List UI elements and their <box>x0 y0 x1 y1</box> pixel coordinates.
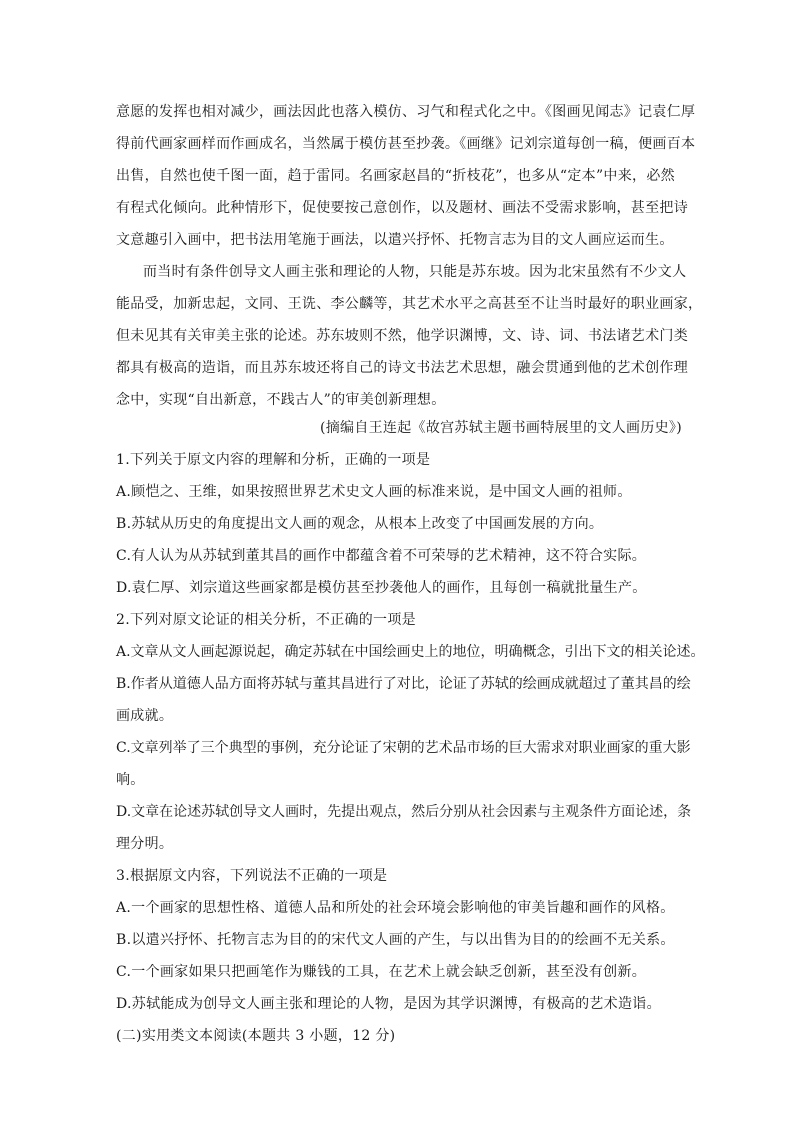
question-1-option-d: D.袁仁厚、刘宗道这些画家都是模仿甚至抄袭他人的画作，且每创一稿就批量生产。 <box>116 580 647 596</box>
question-3-option-c: C.一个画家如果只把画笔作为赚钱的工具，在艺术上就会缺乏创新，甚至没有创新。 <box>116 964 647 980</box>
section-heading: (二)实用类文本阅读(本题共 3 小题，12 分) <box>116 1028 396 1044</box>
para2-line-3: 但未见其有关审美主张的论述。苏东坡则不然，他学识渊博，文、诗、词、书法诸艺术门类 <box>116 328 688 344</box>
para2-line-2: 能品受，加新忠起，文同、王诜、李公麟等，其艺术水平之高甚至不让当时最好的职业画家， <box>116 296 703 312</box>
question-3-option-a: A.一个画家的思想性格、道德人品和所处的社会环境会影响他的审美旨趣和画作的风格。 <box>116 900 675 916</box>
question-1-option-c: C.有人认为从苏轼到董其昌的画作中都蕴含着不可荣辱的艺术精神，这不符合实际。 <box>116 548 647 564</box>
question-2-option-c-line-2: 响。 <box>116 772 145 788</box>
question-2-option-d-line-1: D.文章在论述苏轼创导文人画时，先提出观点，然后分别从社会因素与主观条件方面论述，条 <box>116 804 692 820</box>
question-1-option-a: A.顾恺之、王维，如果按照世界艺术史文人画的标准来说，是中国文人画的祖师。 <box>116 484 632 500</box>
para2-line-4: 都具有极高的造诣，而且苏东坡还将自己的诗文书法艺术思想，融会贯通到他的艺术创作理 <box>116 360 688 376</box>
question-3-option-b: B.以遣兴抒怀、托物言志为目的的宋代文人画的产生，与以出售为目的的绘画不无关系。 <box>116 932 675 948</box>
para2-line-5: 念中，实现“自出新意，不践古人”的审美创新理想。 <box>116 392 446 408</box>
question-2-option-b-line-1: B.作者从道德人品方面将苏轼与董其昌进行了对比，论证了苏轼的绘画成就超过了董其昌的绘 <box>116 676 691 692</box>
para1-line-1: 意愿的发挥也相对减少，画法因此也落入模仿、习气和程式化之中。《图画见闻志》记袁仁厚 <box>116 104 696 120</box>
question-2-stem: 2.下列对原文论证的相关分析，不正确的一项是 <box>116 612 416 628</box>
source-citation: (摘编自王连起《故宫苏轼主题书画特展里的文人画历史》) <box>319 420 682 436</box>
para1-line-5: 文意趣引入画中，把书法用笔施于画法，以遣兴抒怀、托物言志为目的文人画应运而生。 <box>116 232 674 248</box>
para1-line-4: 有程式化倾向。此种情形下，促使要按己意创作，以及题材、画法不受需求影响，甚至把诗 <box>116 200 688 216</box>
para1-line-2: 得前代画家画样而作画成名，当然属于模仿甚至抄袭。《画继》记刘宗道每创一稿，便画百本 <box>116 136 696 152</box>
para1-line-3: 出售，自然也使千图一面，趋于雷同。名画家赵昌的“折枝花”，也多从“定本”中来，必然 <box>116 168 675 184</box>
question-2-option-a: A.文章从文人画起源说起，确定苏轼在中国绘画史上的地位，明确概念，引出下文的相关论述。 <box>116 644 705 660</box>
question-3-stem: 3.根据原文内容，下列说法不正确的一项是 <box>116 868 388 884</box>
question-1-stem: 1.下列关于原文内容的理解和分析，正确的一项是 <box>116 452 431 468</box>
para2-line-1: 而当时有条件创导文人画主张和理论的人物，只能是苏东坡。因为北宋虽然有不少文人 <box>143 264 687 280</box>
question-2-option-b-line-2: 画成就。 <box>116 708 174 724</box>
question-2-option-c-line-1: C.文章列举了三个典型的事例，充分论证了宋朝的艺术品市场的巨大需求对职业画家的重大影 <box>116 740 691 756</box>
question-3-option-d: D.苏轼能成为创导文人画主张和理论的人物，是因为其学识渊博，有极高的艺术造诣。 <box>116 996 661 1012</box>
question-1-option-b: B.苏轼从历史的角度提出文人画的观念，从根本上改变了中国画发展的方向。 <box>116 516 604 532</box>
question-2-option-d-line-2: 理分明。 <box>116 836 174 852</box>
